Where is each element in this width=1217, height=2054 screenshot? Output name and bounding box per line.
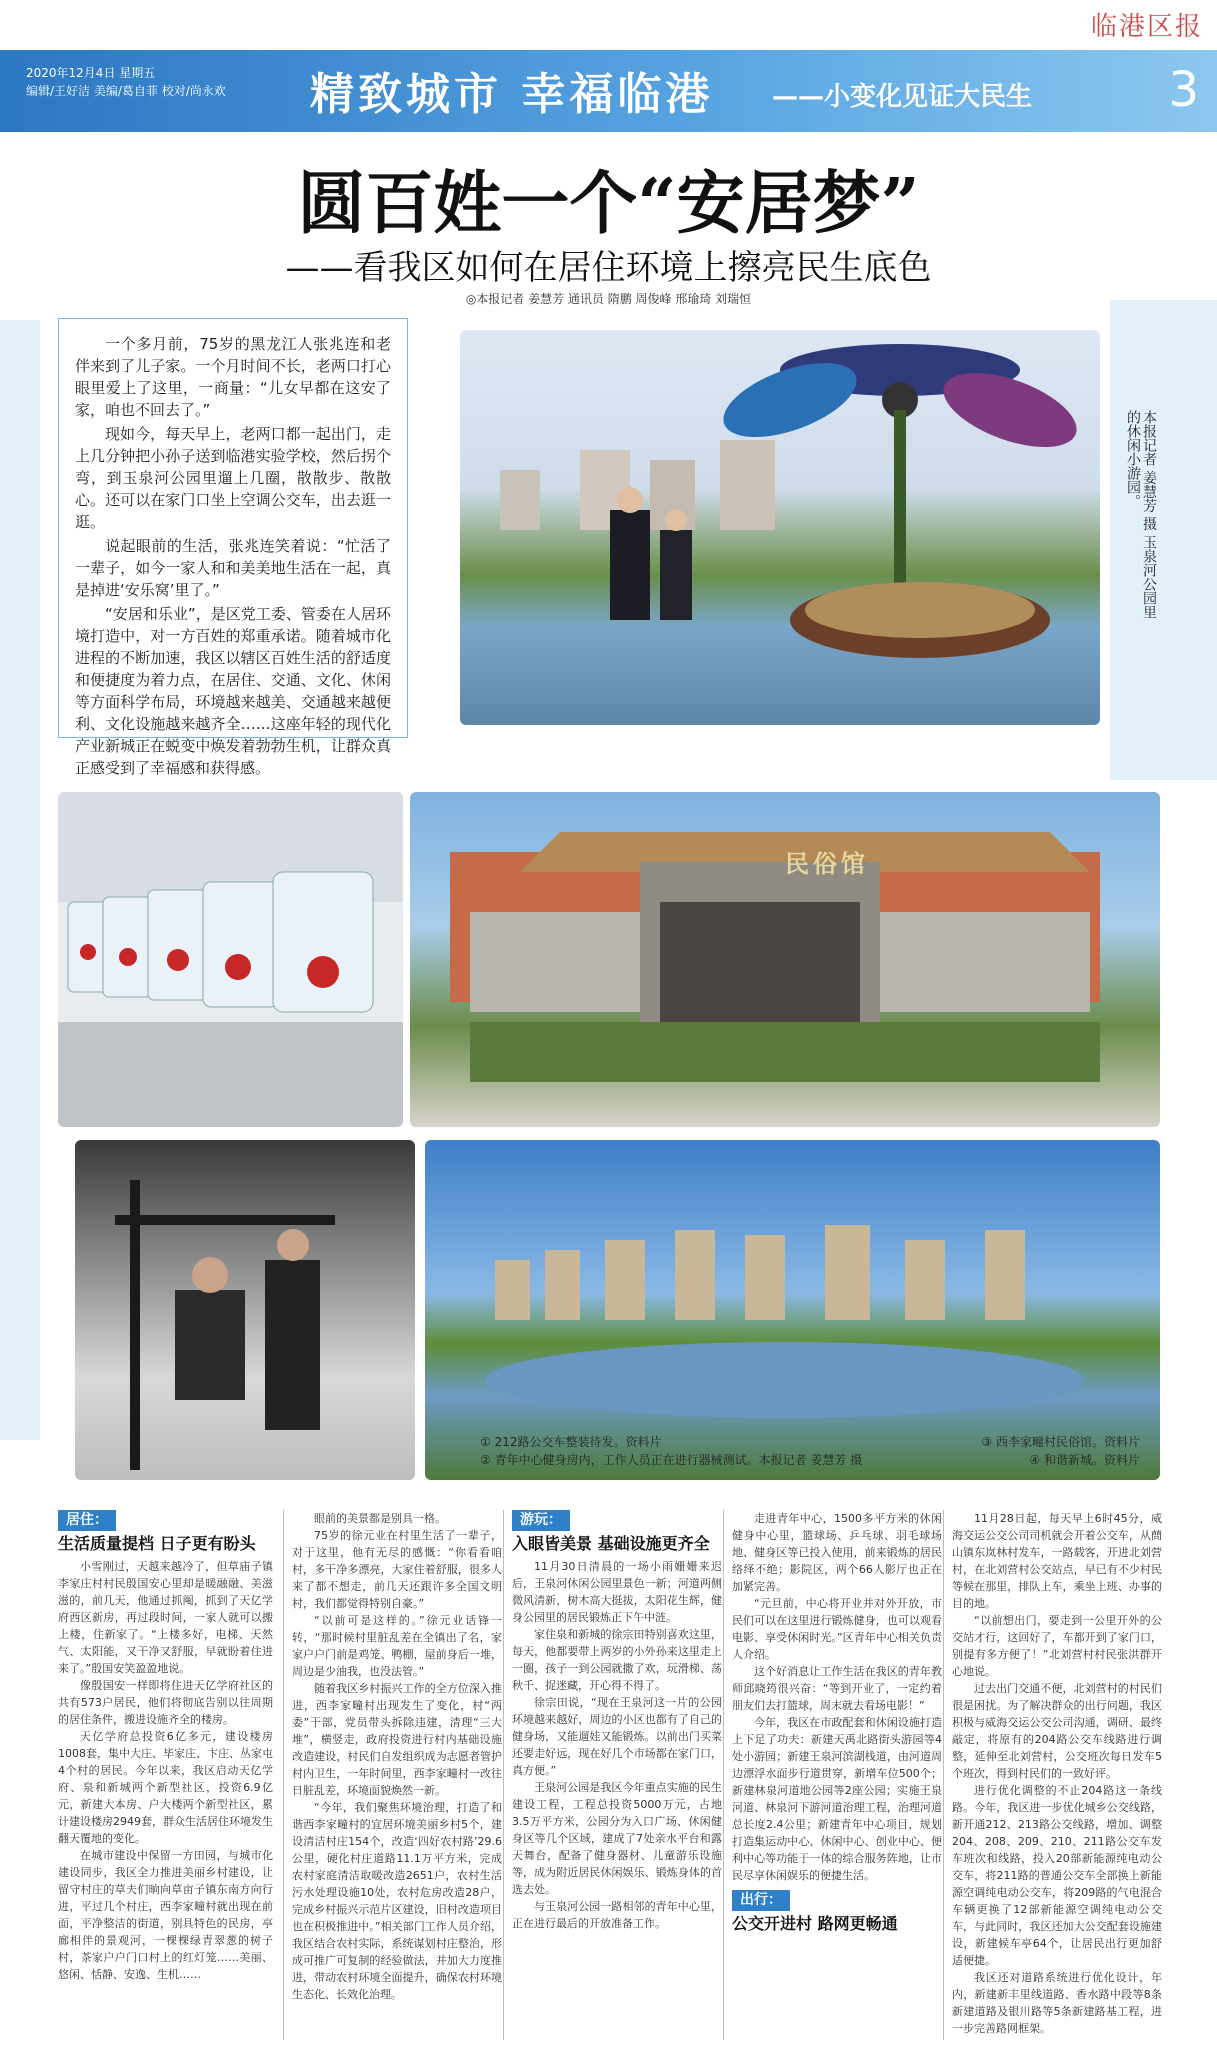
column-3	[503, 1510, 722, 2040]
page-banner	[0, 50, 1217, 132]
date-line: 2020年12月4日 星期五	[26, 66, 156, 80]
byline: ◎本报记者 姜慧芳 通讯员 隋鹏 周俊峰 邢瑜琦 刘瑞恒	[465, 292, 752, 306]
body-paragraph: 家住泉和新城的徐宗田特别喜欢这里，每天，他都要带上两岁的小外孙来这里走上一圈，孩子一到公园就撒了欢，玩滑梯、荡秋千、捉迷藏，开心得不得了。	[512, 1628, 722, 1692]
body-paragraph: 11月30日清晨的一场小雨姗姗来迟后，王泉河休闲公园里景色一新；河道两侧微风清新，树木高大挺拔，太阳花生辉，健身公园里的居民锻炼正下午中涟。	[512, 1560, 722, 1624]
intro-paragraph: 现如今，每天早上，老两口都一起出门，走上几分钟把小孙子送到临港实验学校，然后拐个弯，到玉泉河公园里遛上几圈，散散步、散散心。还可以在家门口坐上空调公交车，出去逛一逛。	[75, 425, 391, 531]
body-paragraph: 与王泉河公园一路相邻的青年中心里，正在进行最后的开放准备工作。	[512, 1900, 722, 1930]
intro-box	[58, 318, 408, 777]
caption-2: ② 青年中心健身房内，工作人员正在进行器械测试。本报记者 姜慧芳 摄	[480, 1453, 863, 1467]
photo-top-caption: 本报记者 姜慧芳 摄 玉泉河公园里的休闲小游园。	[1125, 410, 1157, 620]
column-1	[58, 1510, 273, 2040]
section-tag: 出行：	[732, 1890, 790, 1911]
column-5	[943, 1510, 1162, 2040]
body-paragraph: 天亿学府总投资6亿多元，建设楼房1008套，集中大庄、毕家庄、卞庄、丛家屯4个村的居民。今年以来，我区启动天亿学府、泉和新城两个新型社区，投资6.9亿元，新建大本房、户大楼两个新型社区，累计建设楼房2949套，群众生活居住环境发生翻天覆地的变化。	[58, 1730, 273, 1845]
body-paragraph: 走进青年中心，1500多平方米的休闲健身中心里，篮球场、乒乓球、羽毛球场地、健身区等已投入使用，前来锻炼的居民络绎不绝；影院区，两个66人影厅也正在加紧完善。	[732, 1512, 942, 1593]
body-paragraph: 我区还对道路系统进行优化设计，年内，新建新丰里线道路、香水路中段等8条新建道路及银川路等5条新建路基工程，进一步完善路网框架。	[952, 1971, 1162, 2035]
body-paragraph: 进行优化调整的不止204路这一条线路。今年，我区进一步优化城乡公交线路，新开通212、213路公交线路，增加、调整204、208、209、210、211路公交车发车班次和线路，投入20部新能源纯电动公交车，将211路的普通公交车全部换上新能源空调纯电动公交车，将209路的气电混合车辆更换了12部新能源空调纯电动公交车，与此同时，我区还加大公交配套设施建设，新建候车亭64个，让居民出行更加舒适便捷。	[952, 1784, 1162, 1967]
intro-paragraph: 一个多月前，75岁的黑龙江人张兆连和老伴来到了儿子家。一个月时间不长，老两口打心眼里爱上了这里，一商量：“儿女早都在这安了家，咱也不回去了。”	[75, 335, 391, 419]
decor-bar-left	[0, 320, 40, 1440]
page-number: 3	[1168, 62, 1199, 118]
photo-gym	[75, 1140, 415, 1480]
body-paragraph: 11月28日起，每天早上6时45分，威海交运公交公司司机就会开着公交车，从蔄山镇东岚林村发车，一路载客，开进北刘营村，在北刘营村公交站点，早已有不少村民等候在那里，排队上车，乘坐上班、办事的目的地。	[952, 1512, 1162, 1610]
column-4	[723, 1510, 942, 2040]
body-paragraph: 徐宗田说，“现在王泉河这一片的公园环境越来越好，周边的小区也都有了自己的健身场，又能遛娃又能锻炼。以前出门买菜还要走好远，现在好几个市场都在家门口，真方便。”	[512, 1696, 722, 1777]
column-2	[283, 1510, 502, 2040]
subheadline: ——看我区如何在居住环境上擦亮民生底色	[285, 248, 932, 288]
body-paragraph: 75岁的徐元业在村里生活了一辈子，对于这里，他有无尽的感慨：“你看看咱村，多干净多漂亮，大家住着舒服，很多人来了都不想走，前几天还跟许多全国文明村，我们都觉得特别自豪。”	[292, 1529, 502, 1610]
editors-line: 编辑/王好洁 美编/葛自菲 校对/尚永欢	[26, 84, 226, 98]
photo-captions	[480, 1433, 1140, 1469]
body-paragraph: 小雪刚过，天越来越冷了，但草庙子镇李家庄村村民殷国安心里却是暖融融、美滋滋的，前几天，他通过抓阄，抓到了天亿学府西区新房，再过段时间，一家人就可以搬上楼，住新家了。“上楼多好，电梯、天然气、太阳能，又干净又舒服，早就盼着住进来了。”殷国安笑盈盈地说。	[58, 1560, 273, 1675]
park-illustration	[460, 330, 1100, 725]
body-paragraph: “以前可是这样的。”徐元业话锋一转，“那时候村里脏乱差在全镇出了名，家家户户门前是鸡笼、鸭棚，屋前身后一堆，周边是少油我，也没法管。”	[292, 1614, 502, 1678]
body-paragraph: 这个好消息让工作生活在我区的青年教师邱晓筠很兴奋：“等到开业了，一定约着朋友们去打篮球，周末就去看场电影！”	[732, 1665, 942, 1712]
page-sub: ——小变化见证大民生	[772, 82, 1033, 112]
headline: 圆百姓一个“安居梦”	[297, 164, 920, 244]
section-title: 入眼皆美景 基础设施更齐全	[512, 1534, 710, 1553]
intro-paragraph: 说起眼前的生活，张兆连笑着说：“忙活了一辈子，如今一家人和和美美地生活在一起，真是掉进‘安乐窝’里了。”	[75, 537, 391, 599]
buses-illustration	[58, 792, 403, 1127]
section-tag: 居住：	[58, 1510, 116, 1531]
caption-3: ③ 西李家疃村民俗馆。资料片	[981, 1435, 1140, 1449]
body-paragraph: 今年，我区在市政配套和休闲设施打造上下足了功夫：新建天禹北路街头游园等4处小游园；新建王泉河滨湖栈道，由河道周边漂浮水面步行道贯穿，新增车位500个；新建林泉河道地公园等2座公园；实施王泉河道、林泉河下游河道治理工程，治理河道总长度2.4公里；新建青年中心项目，规划打造集运动中心、休闲中心、创业中心、便利中心等功能于一体的综合服务阵地，让市民尽享休闲娱乐的便捷生活。	[732, 1716, 942, 1882]
museum-illustration	[410, 792, 1160, 1127]
caption-1: ① 212路公交车整装待发。资料片	[480, 1435, 662, 1449]
photo-buses	[58, 792, 403, 1127]
caption-4: ④ 和谐新城。资料片	[1029, 1453, 1140, 1467]
paper-name: 临港区报	[1090, 12, 1203, 42]
body-paragraph: “以前想出门，要走到一公里开外的公交站才行，这回好了，车都开到了家门口，别提有多方便了！”北刘营村村民张洪群开心地说。	[952, 1614, 1162, 1678]
page-theme: 精致城市 幸福临港	[310, 69, 714, 120]
section-title: 公交开进村 路网更畅通	[732, 1914, 898, 1933]
museum-sign: 民俗馆	[785, 849, 869, 878]
body-paragraph: 王泉河公园是我区今年重点实施的民生建设工程，工程总投资5000万元，占地3.5万平方米，公园分为入口广场、休闲健身区等几个区域，建成了7处亲水平台和露天舞台，配备了健身器材、儿童游乐设施等，成为附近居民休闲娱乐、锻炼身体的首选去处。	[512, 1781, 722, 1896]
body-paragraph: “今年，我们聚焦环境治理，打造了和谐西李家疃村的宜居环境美丽乡村5个，建设清洁村庄154个，改造‘四好农村路’29.6公里，硬化村庄道路11.1万平方米，完成农村家庭清洁取暖改造2651户，农村生活污水处理设施10处，农村危房改造28户，完成乡村振兴示范片区建设，旧村改造项目也在积极推进中。”相关部门工作人员介绍，我区结合农村实际，系统谋划村庄整治，形成可推广可复制的经验做法，并加大力度推进，带动农村环境全面提升，确保农村环境生态化、长效化治理。	[292, 1801, 502, 2001]
section-tag: 游玩：	[512, 1510, 570, 1531]
photo-museum	[410, 792, 1160, 1127]
body-paragraph: 眼前的美景都是别具一格。	[314, 1512, 446, 1525]
banner-date-info	[26, 64, 226, 100]
body-paragraph: 随着我区乡村振兴工作的全方位深入推进，西李家疃村出现发生了变化，村“两委”干部，党员带头拆除违建，清理“三大堆”，横竖走，政府投资进行村内基础设施改造建设，村民们自发组织成为志愿者管护村内卫生，一年时间里，西李家疃村一改往日脏乱差，环境面貌焕然一新。	[292, 1682, 502, 1797]
photo-newtown	[425, 1140, 1160, 1480]
body-paragraph: 过去出门交通不便，北刘营村的村民们很是困扰。为了解决群众的出行问题，我区积极与威海交运公交公司沟通，调研、最终敲定，将原有的204路公交车线路进行调整，延伸至北刘营村，公交班次每日发车5个班次，得到村民们的一致好评。	[952, 1682, 1162, 1780]
section-title: 生活质量提档 日子更有盼头	[58, 1534, 256, 1553]
newtown-illustration	[425, 1140, 1160, 1480]
body-paragraph: 在城市建设中保留一方田园，与城市化建设同步，我区全力推进美丽乡村建设，让留守村庄的草夫们晌向草亩子镇东南方向行进，平过几个村庄，西李家疃村就出现在前面，平净整洁的街道，别具特色的民房，亭廊相伴的景观河，一棵棵绿青翠葱的树子村，茶家户户门口村上的红灯笼……美丽、悠闲、恬静、安逸、生机……	[58, 1849, 273, 1981]
intro-paragraph: “安居和乐业”，是区党工委、管委在人居环境打造中，对一方百姓的郑重承诺。随着城市化进程的不断加速，我区以辖区百姓生活的舒适度和便捷度为着力点，在居住、交通、文化、休闲等方面科学布局，环境越来越美、交通越来越便利、文化设施越来越齐全……这座年轻的现代化产业新城正在蜕变中焕发着勃勃生机，让群众真正感受到了幸福感和获得感。	[75, 605, 391, 777]
photo-park	[460, 330, 1100, 725]
body-paragraph: 像殷国安一样即将住进天亿学府社区的共有573户居民，他们将彻底告别以往周期的居住条件，搬进设施齐全的楼房。	[58, 1679, 273, 1726]
gym-illustration	[75, 1140, 415, 1480]
body-paragraph: “元旦前，中心将开业并对外开放，市民们可以在这里进行锻炼健身，也可以观看电影、享受休闲时光。”区青年中心相关负责人介绍。	[732, 1597, 942, 1661]
